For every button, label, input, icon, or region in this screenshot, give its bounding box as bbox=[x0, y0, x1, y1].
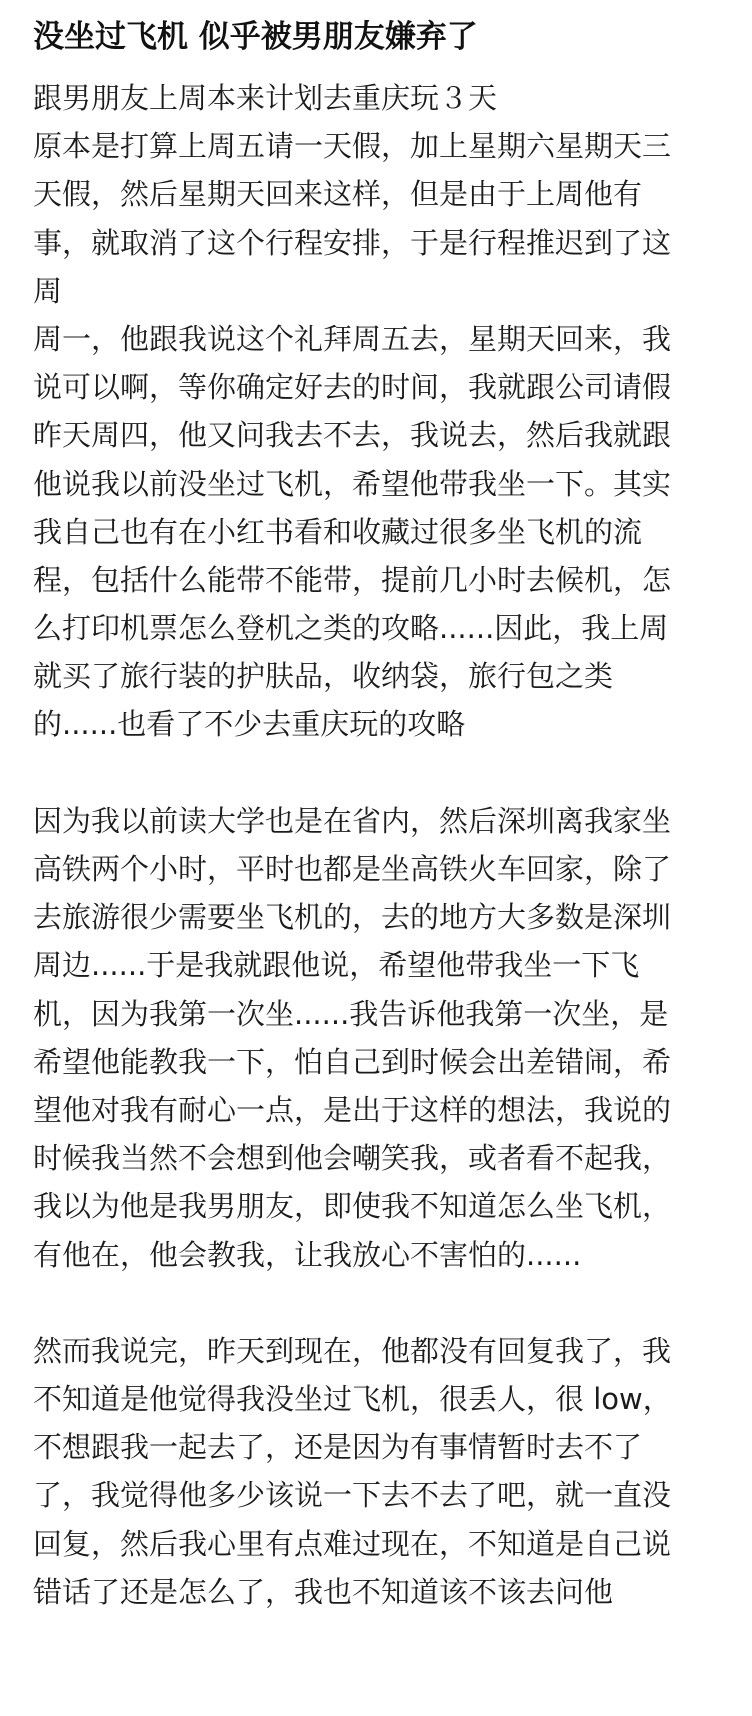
text-line: 望他对我有耐心一点，是出于这样的想法，我说的 bbox=[33, 1092, 672, 1127]
text-line: 周边......于是我就跟他说，希望他带我坐一下飞 bbox=[33, 948, 640, 983]
text-line: 然而我说完，昨天到现在，他都没有回复我了，我 bbox=[33, 1333, 672, 1368]
text-line: 我以为他是我男朋友，即使我不知道怎么坐飞机， bbox=[33, 1189, 672, 1224]
post-body bbox=[33, 74, 733, 1616]
post-title: 没坐过飞机 似乎被男朋友嫌弃了 bbox=[33, 19, 478, 55]
text-line: 就买了旅行装的护肤品，收纳袋，旅行包之类 bbox=[33, 659, 614, 694]
paragraph-gap bbox=[33, 749, 733, 797]
text-line: 他说我以前没坐过飞机，希望他带我坐一下。其实 bbox=[33, 466, 672, 501]
paragraph-gap bbox=[33, 1279, 733, 1327]
text-line: 因为我以前读大学也是在省内，然后深圳离我家坐 bbox=[33, 803, 672, 838]
text-line: 事，就取消了这个行程安排，于是行程推迟到了这 bbox=[33, 225, 672, 260]
text-line: 程，包括什么能带不能带，提前几小时去候机，怎 bbox=[33, 562, 672, 597]
text-line: 的......也看了不少去重庆玩的攻略 bbox=[33, 707, 466, 742]
text-line: 原本是打算上周五请一天假，加上星期六星期天三 bbox=[33, 129, 672, 164]
text-line: 时候我当然不会想到他会嘲笑我，或者看不起我， bbox=[33, 1141, 672, 1176]
text-line: 跟男朋友上周本来计划去重庆玩３天 bbox=[33, 81, 498, 115]
text-line: 天假，然后星期天回来这样，但是由于上周他有 bbox=[33, 177, 643, 212]
text-line: 了，我觉得他多少该说一下去不去了吧，就一直没 bbox=[33, 1478, 672, 1513]
text-line: 不想跟我一起去了，还是因为有事情暂时去不了 bbox=[33, 1430, 643, 1465]
text-line: 说可以啊，等你确定好去的时间，我就跟公司请假 bbox=[33, 370, 672, 405]
text-line: 有他在，他会教我，让我放心不害怕的...... bbox=[33, 1237, 582, 1272]
text-line: 机，因为我第一次坐......我告诉他我第一次坐，是 bbox=[33, 996, 669, 1031]
post bbox=[33, 14, 733, 1616]
text-line: 昨天周四，他又问我去不去，我说去，然后我就跟 bbox=[33, 418, 672, 453]
text-line: 希望他能教我一下，怕自己到时候会出差错闹，希 bbox=[33, 1044, 672, 1079]
text-line: 不知道是他觉得我没坐过飞机，很丢人，很 low， bbox=[33, 1382, 672, 1417]
text-line: 去旅游很少需要坐飞机的，去的地方大多数是深圳 bbox=[33, 900, 672, 935]
text-line: 错话了还是怎么了，我也不知道该不该去问他 bbox=[33, 1574, 614, 1609]
text-line: 高铁两个小时，平时也都是坐高铁火车回家，除了 bbox=[33, 852, 672, 886]
text-line: 周一，他跟我说这个礼拜周五去，星期天回来，我 bbox=[33, 321, 672, 356]
text-line: 回复，然后我心里有点难过现在，不知道是自己说 bbox=[33, 1526, 672, 1561]
text-line: 周 bbox=[33, 273, 63, 308]
text-line: 我自己也有在小红书看和收藏过很多坐飞机的流 bbox=[33, 514, 643, 549]
text-line: 么打印机票怎么登机之类的攻略......因此，我上周 bbox=[33, 611, 669, 646]
